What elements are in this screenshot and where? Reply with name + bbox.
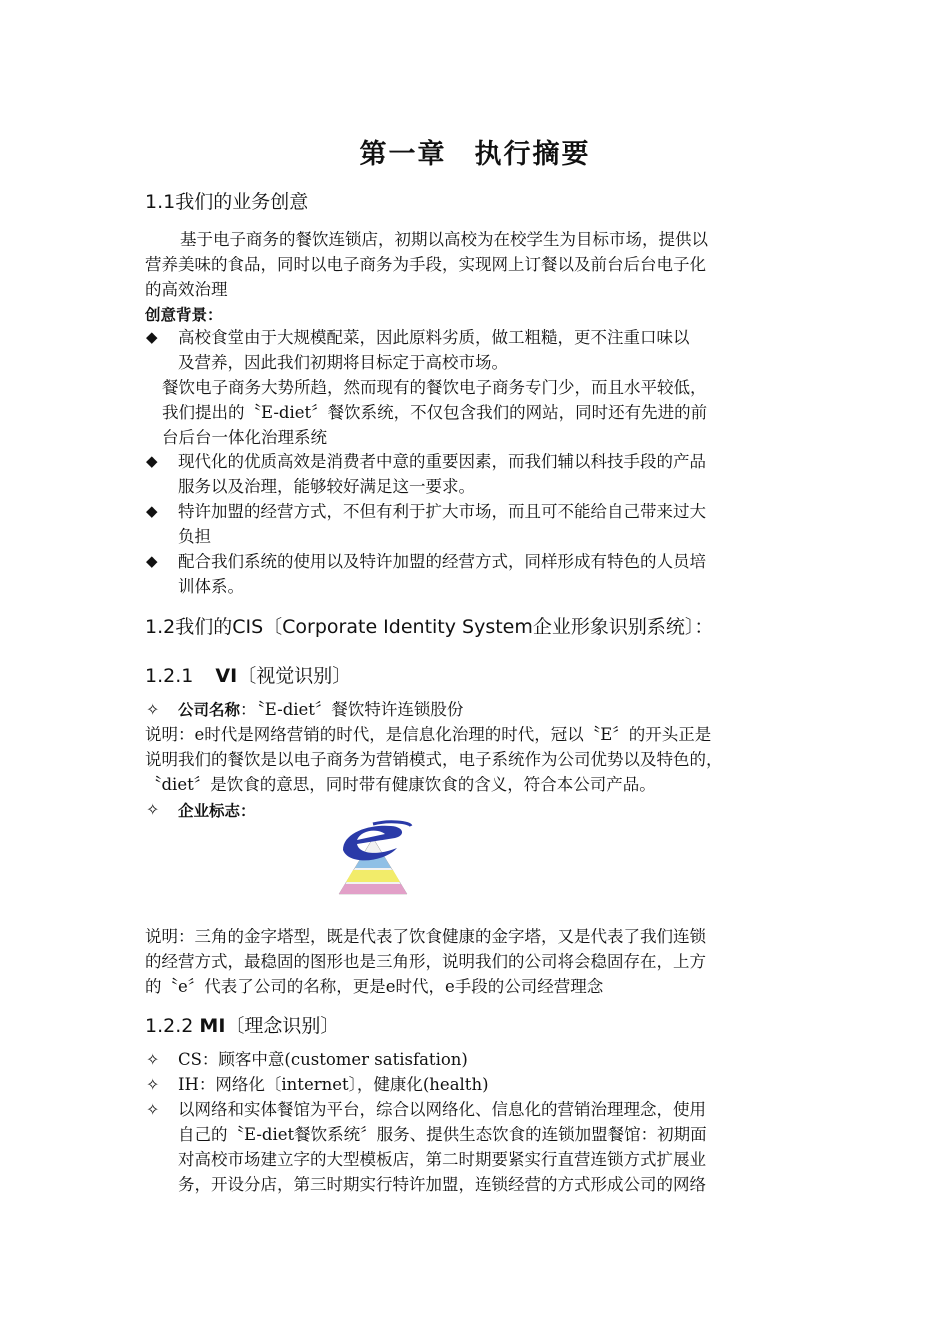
chapter-number: 第一章 [359,139,447,170]
mi-item-1: CS：顾客中意(customer satisfation) [178,1050,468,1069]
four-point-star-icon: ✧ [146,800,160,819]
logo-label: 企业标志： [178,802,256,820]
intro-line-3: 的高效治理 [145,280,228,299]
bullet-1-line-1: 高校食堂由于大规模配菜，因此原料劣质，做工粗糙，更不注重口味以 [178,328,690,347]
bullet-3-line-1: 特许加盟的经营方式，不但有利于扩大市场，而且可不能给自己带来过大 [178,502,706,521]
bullet-4-line-1: 配合我们系统的使用以及特许加盟的经营方式，同样形成有特色的人员培 [178,552,706,571]
diamond-icon: ◆ [146,552,158,570]
section-label-suffix: 〔视觉识别〕 [237,665,352,687]
section-1-2-1-heading [145,661,351,688]
vi-desc-line-1: 说明：e时代是网络营销的时代，是信息化治理的时代，冠以〝E〞的开头正是 [145,725,712,744]
intro-line-2: 营养美味的食品，同时以电子商务为手段，实现网上订餐以及前台后台电子化 [145,255,706,274]
diamond-icon: ◆ [146,502,158,520]
company-name-line [178,697,463,723]
section-number: 1.2.2 [145,1015,194,1037]
section-number: 1.2.1 [145,665,194,687]
four-point-star-icon: ✧ [146,1075,160,1094]
chapter-name: 执行摘要 [474,139,591,170]
bullet-2-line-2: 服务以及治理，能够较好满足这一要求。 [178,477,475,496]
background-label: 创意背景： [145,306,223,324]
logo-desc-line-2: 的经营方式，最稳固的图形也是三角形，说明我们的公司将会稳固存在，上方 [145,952,706,971]
mi-item-2: IH：网络化〔internet〕，健康化(health) [178,1075,489,1094]
chapter-title [0,132,950,171]
bullet-4-line-2: 训体系。 [178,577,244,596]
mi-item-3-line-1: 以网络和实体餐馆为平台，综合以网络化、信息化的营销治理理念，使用 [178,1100,706,1119]
plain-line-2: 我们提出的〝E-diet〞餐饮系统，不仅包含我们的网站，同时还有先进的前 [162,403,708,422]
vi-desc-line-3: 〝diet〞是饮食的意思，同时带有健康饮食的含义，符合本公司产品。 [145,775,656,794]
four-point-star-icon: ✧ [146,700,160,719]
mi-item-3-line-4: 务，开设分店，第三时期实行特许加盟，连锁经营的方式形成公司的网络 [178,1175,706,1194]
bullet-1-line-2: 及营养，因此我们初期将目标定于高校市场。 [178,353,508,372]
vi-desc-line-2: 说明我们的餐饮是以电子商务为营销模式，电子系统作为公司优势以及特色的， [145,750,723,769]
plain-line-1: 餐饮电子商务大势所趋，然而现有的餐饮电子商务专门少，而且水平较低， [162,378,707,397]
section-label: VI [215,665,238,687]
mi-item-3-line-2: 自己的〝E-diet餐饮系统〞服务、提供生态饮食的连锁加盟餐馆：初期面 [178,1125,707,1144]
company-logo-image [333,818,413,898]
company-name-label: 公司名称 [178,701,241,719]
plain-line-3: 台后台一体化治理系统 [162,428,327,447]
diamond-icon: ◆ [146,328,158,346]
mi-item-3-line-3: 对高校市场建立字的大型模板店，第二时期要紧实行直营连锁方式扩展业 [178,1150,706,1169]
section-1-2-2-heading [145,1011,339,1038]
intro-line-1: 基于电子商务的餐饮连锁店，初期以高校为在校学生为目标市场，提供以 [180,230,708,249]
bullet-2-line-1: 现代化的优质高效是消费者中意的重要因素，而我们辅以科技手段的产品 [178,452,706,471]
bullet-3-line-2: 负担 [178,527,211,546]
logo-desc-line-1: 说明：三角的金字塔型，既是代表了饮食健康的金字塔，又是代表了我们连锁 [145,927,706,946]
section-1-1-heading: 1.1我们的业务创意 [145,191,309,213]
section-label: MI [199,1015,226,1037]
section-1-2-heading: 1.2我们的CIS〔Corporate Identity System企业形象识别系统〕： [145,616,714,638]
diamond-icon: ◆ [146,452,158,470]
section-label-suffix: 〔理念识别〕 [225,1015,340,1037]
four-point-star-icon: ✧ [146,1050,160,1069]
company-name-value: ：〝E-diet〞餐饮特许连锁股份 [240,700,464,719]
four-point-star-icon: ✧ [146,1100,160,1119]
logo-desc-line-3: 的〝e〞代表了公司的名称，更是e时代，e手段的公司经营理念 [145,977,604,996]
